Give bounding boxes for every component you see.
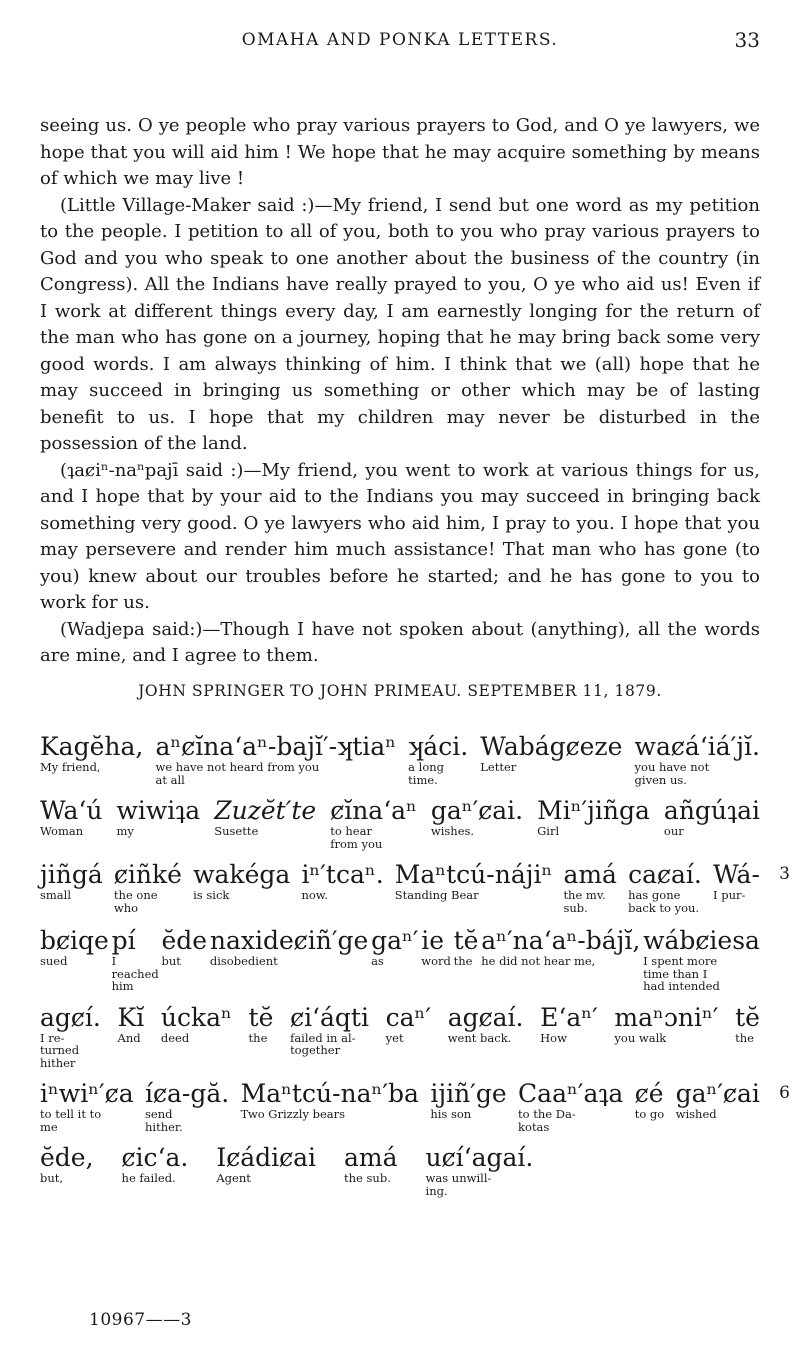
gloss-line: send [145,1107,173,1121]
native-word: ȼi‘áqti [290,1002,369,1032]
gloss-line: at all [155,772,185,787]
interlinear-word [635,1079,665,1121]
gloss [395,889,479,902]
gloss-line: failed in al- [290,1030,356,1045]
gloss [344,1172,391,1185]
gloss-line: I re- [40,1030,65,1045]
gloss [330,825,382,850]
gloss-line: my [116,824,134,838]
gloss [249,1032,268,1045]
interlinear-word [344,1143,398,1185]
interlinear-word [454,926,479,968]
native-word: ijiñ′ge [430,1079,507,1108]
native-word: tĕ [248,1002,274,1032]
native-word: ȼic‘a. [121,1143,189,1172]
interlinear-word [713,860,760,902]
gloss [241,1108,345,1121]
gloss-line: I [111,954,117,968]
native-word: wiwiʇa [116,796,201,825]
gloss [40,889,71,902]
native-word: Caaⁿ′aʇa [518,1079,624,1108]
gloss-line: ing. [425,1183,448,1198]
native-word: ȼiñké [113,860,182,889]
gloss-line: hither [40,1055,76,1070]
gloss-line: our [663,824,684,838]
native-word: Zuzĕt′te [214,796,317,825]
gloss-line: but [161,954,181,968]
native-word: agȼí. [40,1002,101,1032]
interlinear-word [162,926,208,968]
interlinear-word [386,1003,431,1045]
interlinear-line [40,1143,760,1197]
interlinear-word [122,1143,189,1185]
interlinear-line [40,796,760,850]
gloss [676,1108,717,1121]
gloss-line: hither. [145,1119,183,1134]
gloss-line: wished [675,1107,717,1121]
interlinear-word [116,796,200,838]
native-word: iⁿwiⁿ′ȼa [40,1079,134,1108]
interlinear-word [40,860,103,902]
gloss [40,955,67,968]
gloss-line: you have not [634,760,710,774]
interlinear-word [643,926,760,993]
gloss-line: sub. [563,900,588,915]
gloss-line: his son [430,1107,472,1121]
gloss-line: Two Grizzly bears [240,1107,346,1121]
gloss-line: the one [113,888,158,902]
native-word: amá [344,1143,398,1172]
gloss [454,955,473,968]
gloss-line: Susette [214,824,259,838]
gloss [40,1032,79,1070]
gloss-line: who [113,900,139,915]
native-word: caⁿ′ [385,1002,432,1032]
native-word: tĕ [453,926,479,955]
interlinear-line [40,732,760,786]
gloss [664,825,684,838]
interlinear-line [40,860,760,914]
interlinear-word [155,732,396,786]
gloss-line: I spent more [643,954,718,968]
interlinear-word [371,926,418,968]
gloss-line: the sub. [344,1171,391,1185]
interlinear-word [40,926,109,968]
line-number: 3 [779,864,790,884]
native-word: pí [111,926,136,955]
gloss-line: he failed. [121,1171,176,1185]
native-word: Miⁿ′jiñga [537,796,650,825]
gloss-line: sued [40,954,68,968]
gloss-line: together [290,1043,341,1057]
native-word: wakéga [193,860,291,889]
interlinear-word [664,796,760,838]
gloss [563,889,605,914]
native-word: íȼa-gă. [145,1079,230,1108]
gloss-line: the mv. [563,888,606,902]
interlinear-word [635,732,760,786]
interlinear-word [431,796,523,838]
interlinear-word [114,860,182,914]
paragraph: (ʇaȼiⁿ-naⁿpajī said :)—My friend, you went to work at various things for us, and I hope that by your aid to the Indians you may succeed in bringing back something very good. O ye lawyers who aid him, I pray to you. I hope that you may persevere and render him much assistance! That man who has gone (to you) knew about our troubles before he started; and he has gone to you to work for us. [40,459,760,613]
interlinear-word [193,860,290,902]
gloss [421,955,451,968]
native-word: gaⁿ′ȼai [675,1079,760,1108]
gloss-line: And [117,1030,141,1045]
gloss [448,1032,512,1045]
gloss-line: Agent [216,1171,251,1185]
page-header [40,30,760,56]
interlinear-word [241,1079,419,1121]
gloss-line: now. [301,888,328,902]
gloss [635,1108,665,1121]
interlinear-word [430,1079,506,1121]
interlinear-word [448,1003,524,1045]
native-word: naxideȼiñ′ge [209,926,369,955]
native-word: E‘aⁿ′ [540,1002,598,1032]
gloss-line: the [453,954,473,968]
interlinear-word [395,860,552,902]
interlinear-line [40,1079,760,1133]
native-word: iⁿ′tcaⁿ. [301,860,384,889]
line-number: 6 [779,1083,790,1103]
interlinear-word [210,926,368,968]
gloss-line: as [371,954,384,968]
gloss [480,761,516,774]
gloss-line: to hear [330,824,372,838]
native-word: gaⁿ′ȼai. [430,796,524,825]
gloss [118,1032,141,1045]
gloss-line: you walk [614,1030,667,1045]
native-word: waȼá‘iá′jĭ. [634,732,760,761]
gloss [430,1108,471,1121]
interlinear-word [330,796,417,850]
interlinear-word [408,732,468,786]
gloss [40,1172,63,1185]
gloss-line: him [111,979,134,993]
gloss-line: to tell it to [40,1107,102,1121]
gloss [537,825,559,838]
gloss [426,1172,492,1197]
native-word: agȼaí. [447,1002,524,1032]
running-title: OMAHA AND PONKA LETTERS. [241,30,559,50]
gloss-line: has gone [628,888,681,902]
native-word: Maⁿtcú-naⁿ′ba [240,1079,419,1108]
gloss-line: went back. [447,1030,512,1045]
interlinear-word [161,1003,232,1045]
native-word: wábȼiesa [643,926,760,955]
interlinear-word [40,1143,94,1185]
gloss-line: the [248,1030,268,1045]
gloss-line: Letter [480,760,517,774]
native-word: ĕde [161,926,208,955]
gloss [161,1032,189,1045]
paragraph: seeing us. O ye people who pray various prayers to God, and O ye lawyers, we hope that you will aid him ! We hope that he may acquire something by means of which we may live ! [40,115,760,189]
interlinear-word [40,796,102,838]
interlinear-word [735,1003,760,1045]
gloss [40,1108,101,1133]
gloss [614,1032,666,1045]
gloss-line: Standing Bear [394,888,479,902]
interlinear-word [537,796,650,838]
gloss-line: to go [634,1107,665,1121]
gloss [40,825,83,838]
gloss-line: I pur- [713,888,746,902]
interlinear-word [518,1079,623,1133]
gloss [408,761,444,786]
interlinear-word [614,1003,718,1045]
interlinear-word [421,926,451,968]
interlinear-word [676,1079,760,1121]
native-word: caȼaí. [628,860,702,889]
native-word: aⁿȼĭna‘aⁿ-bajĭ′-ʞtiaⁿ [155,732,397,761]
gloss-line: back to you. [628,900,700,915]
native-word: Wa‘ú [40,796,103,825]
gloss-line: yet [385,1030,404,1045]
gloss-line: Woman [40,824,84,838]
gloss [735,1032,754,1045]
interlinear-line [40,1003,760,1070]
native-word: Wabágȼeze [480,732,623,761]
interlinear-line [40,926,760,993]
native-word: tĕ [735,1002,760,1032]
interlinear-word [40,732,143,774]
interlinear-word [249,1003,274,1045]
gloss-line: wishes. [430,824,475,838]
gloss [713,889,745,902]
native-word: maⁿɔniⁿ′ [614,1002,719,1032]
gloss-line: but, [40,1171,64,1185]
interlinear-word [426,1143,534,1197]
gloss [145,1108,183,1133]
gloss-line: word [421,954,451,968]
native-word: bȼiqe [40,926,109,955]
gloss [371,955,384,968]
gloss [210,955,278,968]
gloss-line: My friend, [40,760,101,774]
gloss [112,955,159,993]
gloss [193,889,229,902]
interlinear-word [214,796,316,838]
gloss [301,889,327,902]
printer-signature: 10967——3 [89,1310,192,1330]
gloss [122,1172,176,1185]
interlinear-text [40,732,760,1207]
paragraph: (Little Village-Maker said :)—My friend, I send but one word as my petition to the people. I petition to all of you, both to you who pray various prayers to God and you who speak to one another about the business of the country (in Congress). All the Indians have really prayed to you, O ye who aid us! Even if I work at different things every day, I am earnestly longing for the return of the man who has gone on a journey, hoping that he may bring back some very good words. I am always thinking of him. I think that we (all) hope that he may succeed in bringing us something or other which may be of lasting benefit to us. I hope that my children may never be disturbed in the possession of the land. [40,194,760,454]
gloss [540,1032,567,1045]
native-word: aⁿ′na‘aⁿ-bájĭ, [481,926,641,955]
interlinear-word [628,860,702,914]
gloss [114,889,158,914]
gloss-line: time than I [643,966,708,981]
gloss [162,955,181,968]
gloss [431,825,474,838]
gloss-line: a long [408,760,445,774]
native-word: jiñgá [40,860,103,889]
gloss-line: deed [160,1030,190,1045]
gloss-line: he did not hear me, [481,954,596,968]
interlinear-word [40,1079,134,1133]
gloss [628,889,699,914]
interlinear-word [290,1003,369,1057]
native-word: ĕde, [40,1143,94,1172]
native-word: Kĭ [117,1002,145,1032]
interlinear-word [481,926,640,968]
gloss [216,1172,251,1185]
paragraph: (Wadjepa said:)—Though I have not spoken about (anything), all the words are mine, and I agree to them. [40,618,760,666]
gloss-line: was unwill- [425,1171,492,1185]
gloss-line: is sick [193,888,230,902]
interlinear-word [145,1079,229,1133]
gloss-line: to the Da- [518,1107,576,1121]
native-word: Wá- [713,860,760,889]
gloss-line: from you [330,836,383,851]
gloss [635,761,710,786]
native-word: ȼĭna‘aⁿ [330,796,417,825]
interlinear-word [563,860,617,914]
gloss [518,1108,576,1133]
gloss-line: we have not heard from you [155,760,320,774]
native-word: añgúʇai [663,796,760,825]
interlinear-word [216,1143,316,1185]
gloss [481,955,595,968]
native-word: gaⁿ′ [371,926,419,955]
gloss-line: disobedient [209,954,278,968]
native-word: Kagĕha, [40,732,144,761]
gloss-line: me [40,1119,58,1134]
gloss-line: kotas [518,1119,550,1134]
gloss-line: the [735,1030,754,1045]
gloss [214,825,258,838]
gloss-line: time. [408,772,438,787]
gloss [386,1032,404,1045]
translation-text [40,113,760,670]
gloss-line: had intended [643,979,720,993]
native-word: ʞáci. [408,732,469,761]
native-word: ie [421,926,445,955]
gloss-line: reached [111,966,159,981]
gloss [116,825,133,838]
native-word: úckaⁿ [160,1002,232,1032]
interlinear-word [112,926,159,993]
gloss [643,955,720,993]
interlinear-word [480,732,622,774]
gloss-line: How [540,1030,567,1045]
interlinear-word [40,1003,101,1070]
letter-title: JOHN SPRINGER TO JOHN PRIMEAU. SEPTEMBER 11, 1879. [138,682,662,700]
interlinear-word [540,1003,598,1045]
gloss [155,761,319,786]
native-word: Iȼádiȼai [216,1143,317,1172]
gloss-line: small [40,888,72,902]
gloss [290,1032,355,1057]
page-number: 33 [734,28,760,52]
interlinear-word [301,860,383,902]
gloss-line: Girl [537,824,560,838]
native-word: amá [563,860,617,889]
native-word: Maⁿtcú-nájiⁿ [394,860,553,889]
native-word: ȼé [634,1079,664,1108]
gloss [40,761,101,774]
gloss-line: turned [40,1043,80,1057]
interlinear-word [118,1003,145,1045]
gloss-line: given us. [634,772,687,787]
native-word: uȼí‘agaí. [425,1143,534,1172]
